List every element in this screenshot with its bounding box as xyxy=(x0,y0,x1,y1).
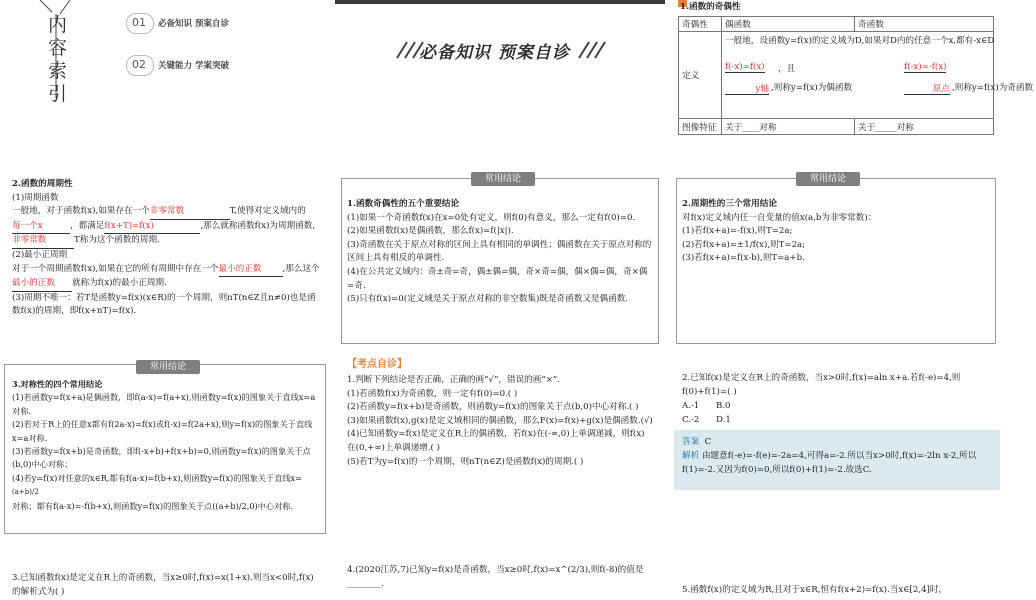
even-tail-2: ,则称y=f(x)为偶函数 xyxy=(771,83,853,93)
item: 对称；都有f(a-x)=-f(b+x),则函数y=f(x)的图象关于点((a+b)/2,0)中心对称. xyxy=(12,500,294,511)
text: 一般地，对于函数f(x),如果存在一个 xyxy=(12,206,150,217)
answer-value: C xyxy=(704,437,712,447)
title-char: 容 xyxy=(48,37,68,59)
item: (4)在公共定义域内：奇±奇=奇，偶±偶=偶，奇×奇=偶，偶×偶=偶，奇×偶=奇. xyxy=(347,266,648,291)
opt-b[interactable]: B.0 xyxy=(716,401,731,411)
img-odd: 关于_____对称 xyxy=(855,119,994,135)
answer: 非零常数 xyxy=(12,234,74,249)
item: (1)若函数y=f(x+a)是偶函数，即f(a-x)=f(a+x),则函数y=f(x)的图象关于直线x=a对称. xyxy=(12,392,316,416)
slide-conclusions-1 xyxy=(335,160,665,346)
odd-answer-2: 原点 xyxy=(904,82,950,95)
statement: (3)如果函数f(x),g(x)是定义域相同的偶函数，那么F(x)=f(x)+g(x)是偶函数.(√) xyxy=(347,415,653,426)
item: (3)奇函数在关于原点对称的区间上具有相同的单调性；偶函数在关于原点对称的区间上具有相反的单调性. xyxy=(347,239,652,264)
item: (2)如果函数f(x)是偶函数，那么f(x)=f(|x|). xyxy=(347,226,514,237)
item: (2)若对于R上的任意x都有f(2a-x)=f(x)或f(-x)=f(2a+x),则y=f(x)的图象关于直线x=a对称. xyxy=(12,419,313,443)
tag-conclusion: 常用结论 xyxy=(471,172,535,186)
answer-label: 答案 xyxy=(682,437,700,447)
q5-text: 5.函数f(x)的定义域为R,且对于x∈R,恒有f(x+2)=f(x).当x∈[2,4]时， xyxy=(682,585,948,595)
explain-text: 由题意f(-e)=-f(e)=-2a=4,可得a=-2.所以当x>0时,f(x)=-2ln x-2,所以f(1)=-2.又因为f(0)=0,所以f(0)+f(1)=-2.故选C. xyxy=(682,451,977,475)
top-rule xyxy=(335,0,665,4)
th-even: 偶函数 xyxy=(722,17,855,32)
even-answer-2: y轴 xyxy=(725,82,769,95)
opt-a[interactable]: A.-1 xyxy=(682,401,700,411)
statement: (4)已知函数y=f(x)是定义在R上的偶函数，若f(x)在(-∞,0)上单调递减，则f(x)在(0,+∞)上单调递增.( ) xyxy=(347,429,645,453)
even-tail-1: ，且 xyxy=(778,64,796,74)
para: (3)周期不唯一：若T是函数y=f(x)(x∈R)的一个周期，则nT(n∈Z且n≠0)也是函数f(x)的周期，即f(x+nT)=f(x). xyxy=(12,292,316,317)
slash-decor-right xyxy=(571,40,611,60)
answer: 最小的正数 xyxy=(12,277,72,292)
text: ，都满足 xyxy=(70,220,105,231)
odd-answer-1: f(-x)=-f(x) xyxy=(904,62,947,72)
slide-q3 xyxy=(0,540,330,600)
fraction: (a+b)/2 xyxy=(12,488,39,497)
def-cell xyxy=(722,32,1034,119)
slide-parity-table xyxy=(670,0,1034,156)
conclusion-text xyxy=(347,198,653,307)
answer-line xyxy=(682,436,711,450)
def-label: 定义 xyxy=(679,32,722,119)
item: (3)若函数y=f(x+b)是奇函数，即f(-x+b)+f(x+b)=0,则函数y=f(x)的图象关于点(b,0)中心对称； xyxy=(12,446,311,470)
text: 对于一个周期函数f(x),如果在它的所有周期中存在一个 xyxy=(12,263,219,274)
text: ,那么就称函数f(x)为周期函数, xyxy=(200,220,316,231)
statement: (2)若函数y=f(x+b)是奇函数，则函数y=f(x)的图象关于点(b,0)中心对称.( ) xyxy=(347,402,639,413)
q2-text: 2.已知f(x)是定义在R上的奇函数，当x>0时,f(x)=aln x+a.若f(-e)=4,则f(0)+f(1)=( ) xyxy=(682,373,961,397)
opt-c[interactable]: C.-2 xyxy=(682,415,700,425)
text: (4)若y=f(x)对任意的x∈R,都有f(a-x)=f(b+x),则函数y=f(x)的图象关于直线x= xyxy=(12,472,303,483)
title-char: 引 xyxy=(48,83,68,105)
item-02-badge xyxy=(126,55,154,76)
q3-text: 3.已知函数f(x)是定义在R上的奇函数，当x≥0时,f(x)=x(1+x).则当x<0时,f(x)的解析式为( ) xyxy=(12,573,314,597)
instruction: 1.判断下列结论是否正确，正确的画“√”，错误的画“×”. xyxy=(347,375,561,385)
self-check-head: 【考点自诊】 xyxy=(347,359,407,370)
slide-periodicity xyxy=(0,160,330,346)
self-check-text xyxy=(347,374,653,469)
img-label: 图像特征 xyxy=(679,119,722,135)
heading: 2.函数的周期性 xyxy=(12,179,73,189)
text: T,使得对定义域内的 xyxy=(229,206,306,217)
slide-section-banner xyxy=(335,0,665,156)
item: (2)若f(x+a)=±1/f(x),则T=2a; xyxy=(682,239,806,250)
answer: 最小的正数 xyxy=(219,263,283,278)
text: 就称为f(x)的最小正周期. xyxy=(72,278,167,289)
title-char: 索 xyxy=(48,60,68,82)
even-answer-1: f(-x)=f(x) xyxy=(725,62,765,72)
item xyxy=(12,472,318,500)
odd-tail-2: ,则称y=f(x)为奇函数 xyxy=(952,83,1034,93)
parity-title: 1.函数的奇偶性 xyxy=(680,2,741,12)
q4-text: 4.(2020江苏,7)已知y=f(x)是奇函数，当x≥0时,f(x)=x^(2/3),则f(-8)的值是________. xyxy=(347,565,644,589)
item: (1)如果一个奇函数f(x)在x=0处有定义，则f(0)有意义，那么一定有f(0)=0. xyxy=(347,212,636,223)
slide-q5 xyxy=(670,540,1000,600)
slide-q4 xyxy=(335,540,665,600)
contents-title xyxy=(48,14,72,106)
subheading: (1)周期函数 xyxy=(12,192,59,203)
statement: (5)若T为y=f(x)的一个周期，则nT(n∈Z)是函数f(x)的周期.( ) xyxy=(347,456,584,467)
slide-conclusions-2 xyxy=(670,160,1000,346)
text: ,那么这个 xyxy=(282,263,320,274)
para xyxy=(12,205,320,249)
item-02-num: 02 xyxy=(132,58,146,71)
statement: (1)若函数f(x)为奇函数，则一定有f(0)=0.( ) xyxy=(347,388,518,399)
symmetry-text xyxy=(12,378,318,513)
parity-table xyxy=(678,16,1034,135)
text: T称为这个函数的周期. xyxy=(74,235,160,246)
answer-panel xyxy=(674,430,1000,490)
item: (1)若f(x+a)=-f(x),则T=2a; xyxy=(682,226,793,237)
slide-contents[interactable] xyxy=(0,0,330,156)
heading: 3.对称性的四个常用结论 xyxy=(12,379,103,389)
item: (5)只有f(x)=0(定义域是关于原点对称的非空数集)既是奇函数又是偶函数. xyxy=(347,294,629,305)
contents-item-2[interactable]: 关键能力 学案突破 xyxy=(158,61,229,71)
heading: 2.周期性的三个常用结论 xyxy=(682,199,777,209)
contents-item-1[interactable]: 必备知识 预案自诊 xyxy=(158,19,229,29)
slide-symmetry xyxy=(0,350,330,536)
conclusion-text xyxy=(682,198,982,266)
para xyxy=(12,263,320,292)
explanation xyxy=(682,450,994,477)
slide-q2 xyxy=(670,350,1000,536)
slide-self-check xyxy=(335,350,665,536)
answer: 每一个x xyxy=(12,220,70,235)
item: (3)若f(x+a)=f(x-b),则T=a+b. xyxy=(682,253,805,264)
img-even: 关于____对称 xyxy=(722,119,855,135)
item: 对f(x)定义域内任一自变量的值x(a,b为非零常数)： xyxy=(682,212,877,223)
th-odd: 奇函数 xyxy=(855,17,994,32)
title-char: 内 xyxy=(48,14,68,36)
explain-label: 解析 xyxy=(682,451,700,461)
item-01-num: 01 xyxy=(132,16,146,29)
answer: 非零常数 xyxy=(150,205,230,220)
tag-conclusion: 常用结论 xyxy=(136,360,200,374)
even-def: 一般地，设函数y=f(x)的定义域为D,如果对D内的任意一个x,都有-x∈D xyxy=(725,36,995,46)
tag-conclusion: 常用结论 xyxy=(796,172,860,186)
answer: f(x+T)=f(x) xyxy=(104,220,200,235)
item-01-badge xyxy=(126,13,154,34)
heading: 1.函数奇偶性的五个重要结论 xyxy=(347,199,460,209)
th-parity: 奇偶性 xyxy=(679,17,722,32)
periodicity-text xyxy=(12,178,320,319)
subheading: (2)最小正周期 xyxy=(12,249,68,260)
opt-d[interactable]: D.1 xyxy=(716,415,731,425)
section-title: 必备知识 预案自诊 xyxy=(419,43,570,63)
